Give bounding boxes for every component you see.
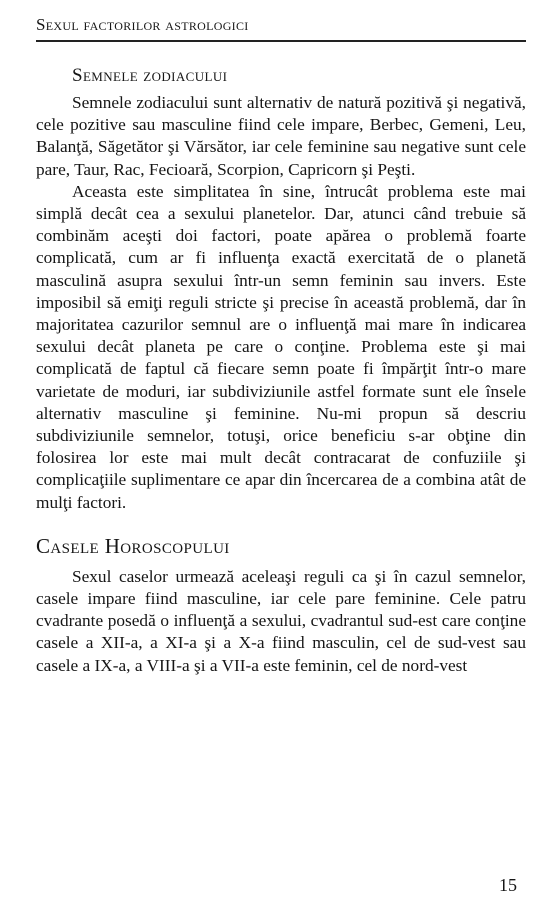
running-head: Sexul factorilor astrologici [36, 15, 249, 34]
paragraph: Sexul caselor urmează aceleaşi reguli ca şi în cazul semnelor, casele impare fiind masculine, iar cele pare feminine. Cele patru cvadrante posedă o influenţă a sexului, cvadrantul sud-est care conţine casele a XII-a, a XI-a şi a X-a fiind masculin, cel de sud-vest sau casele a IX-a, a VIII-a şi a VII-a este feminin, cel de nord-vest [36, 566, 526, 675]
section-heading: Casele Horoscopului [36, 533, 230, 558]
paragraph: Semnele zodiacului sunt alternativ de natură pozitivă şi negativă, cele pozitive sau masculine fiind cele impare, Berbec, Gemeni, Leu, Balanţă, Săgetător şi Vărsător, iar cele feminine sau negative sunt cele pare, Taur, Rac, Fecioară, Scorpion, Capricorn şi Peşti. [36, 93, 526, 179]
page-content [36, 64, 526, 677]
section-zodiac-signs [36, 64, 526, 514]
paragraph: Aceasta este simplitatea în sine, întrucât problema este mai simplă decât cea a sexului planetelor. Dar, atunci când trebuie să combinăm aceşti doi factori, poate apărea o problemă foarte complicată, cum ar fi influenţa exactă exercitată de o planetă masculină asupra sexului într-un semn feminin sau invers. Este imposibil să emiţi reguli stricte şi precise în această problemă, dar în majoritatea cazurilor semnul are o influenţă mai mare în indicarea sexului decât planeta pe care o conţine. Problema este şi mai complicată de faptul că fiecare semn poate fi împărţit într-o mare varietate de moduri, iar subdiviziunile astfel formate sunt ele însele alternativ masculine şi feminine. Nu-mi propun să descriu subdiviziunile semnelor, totuşi, orice beneficiu s-ar obţine din folosirea lor este mai mult decât contracarat de confuziile şi complicaţiile suplimentare ce apar din încercarea de a combina atât de mulţi factori. [36, 181, 526, 512]
section-heading: Semnele zodiacului [72, 65, 228, 86]
section-horoscope-houses [36, 532, 526, 677]
header-rule [36, 40, 526, 42]
page-number: 15 [499, 875, 517, 895]
